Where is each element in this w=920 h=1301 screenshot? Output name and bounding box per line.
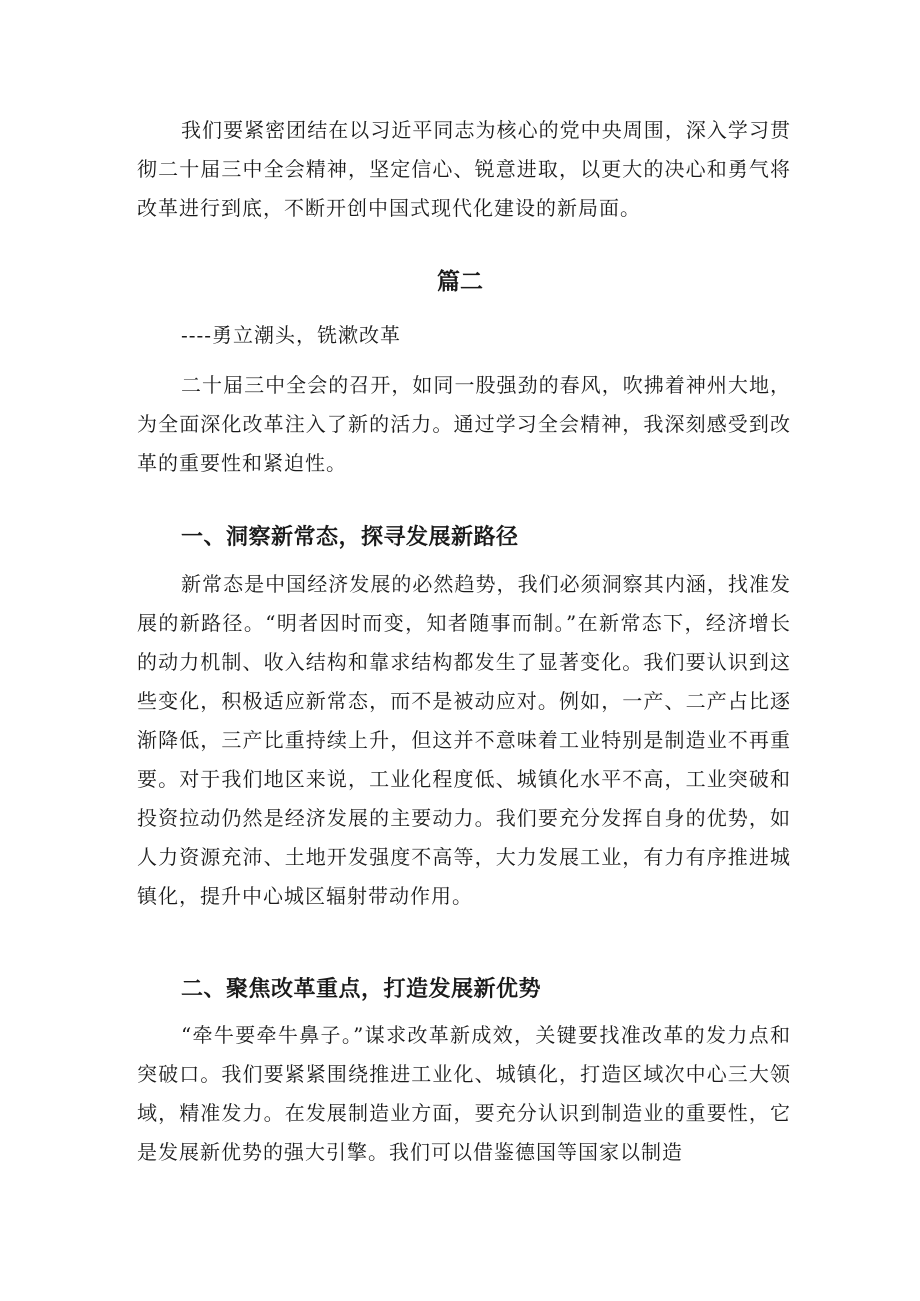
- section-title: 篇二: [437, 269, 483, 295]
- body-paragraph-1: 新常态是中国经济发展的必然趋势，我们必须洞察其内涵，找准发展的新路径。“明者因时而变，知者随事而制。”在新常态下，经济增长的动力机制、收入结构和靠求结构都发生了显著变化。我们要认识到这些变化，积极适应新常态，而不是被动应对。例如，一产、二产占比逐渐降低，三产比重持续上升，但这并不意味着工业特别是制造业不再重要。对于我们地区来说，工业化程度低、城镇化水平不高，工业突破和投资拉动仍然是经济发展的主要动力。我们要充分发挥自身的优势，如人力资源充沛、土地开发强度不高等，大力发展工业，有力有序推进城镇化，提升中心城区辐射带动作用。: [137, 572, 791, 908]
- subtitle: ----勇立潮头，铣漱改革: [181, 323, 402, 347]
- section-heading-2: 二、聚焦改革重点，打造发展新优势: [181, 977, 542, 1002]
- intro-paragraph: 我们要紧密团结在以习近平同志为核心的党中央周围，深入学习贯彻二十届三中全会精神，坚定信心、锐意进取，以更大的决心和勇气将改革进行到底，不断开创中国式现代化建设的新局面。: [137, 118, 791, 220]
- section-heading-1: 一、洞察新常态，探寻发展新路径: [181, 525, 519, 550]
- body-paragraph-2: “牵牛要牵牛鼻子。”谋求改革新成效，关键要找准改革的发力点和突破口。我们要紧紧围绕推进工业化、城镇化，打造区域次中心三大领域，精准发力。在发展制造业方面，要充分认识到制造业的重要性，它是发展新优势的强大引擎。我们可以借鉴德国等国家以制造: [137, 1023, 791, 1164]
- opening-paragraph: 二十届三中全会的召开，如同一股强劲的春风，吹拂着神州大地，为全面深化改革注入了新的活力。通过学习全会精神，我深刻感受到改革的重要性和紧迫性。: [137, 373, 791, 475]
